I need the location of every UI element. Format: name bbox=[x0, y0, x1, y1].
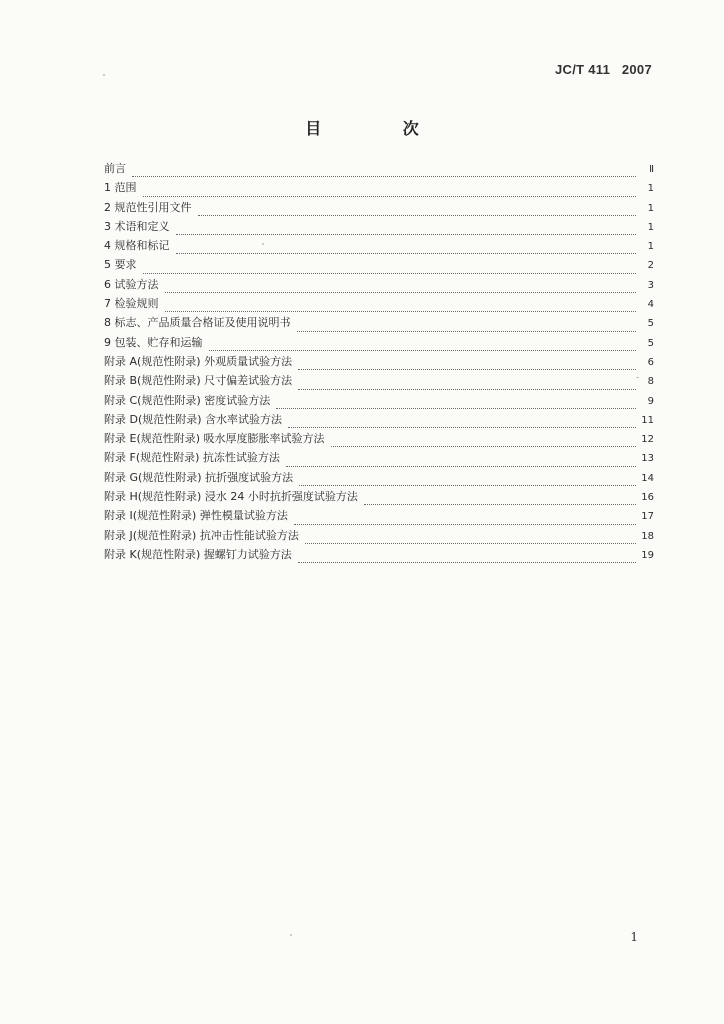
table-of-contents bbox=[104, 160, 654, 565]
toc-entry bbox=[104, 256, 654, 275]
toc-entry-label: 8 标志、产品质量合格证及使用说明书 bbox=[104, 316, 291, 330]
toc-entry-page: 5 bbox=[647, 337, 654, 349]
toc-dot-leader bbox=[299, 484, 636, 486]
toc-dot-leader bbox=[298, 388, 636, 390]
page-number: 1 bbox=[630, 930, 638, 944]
toc-dot-leader bbox=[276, 407, 636, 409]
toc-dot-leader bbox=[165, 310, 637, 312]
toc-entry-page: 1 bbox=[647, 202, 654, 214]
toc-entry-label: 附录 B(规范性附录) 尺寸偏差试验方法 bbox=[104, 374, 293, 388]
toc-entry-page: 2 bbox=[647, 260, 654, 272]
toc-entry-label: 附录 F(规范性附录) 抗冻性试验方法 bbox=[104, 451, 280, 465]
toc-entry-label: 附录 E(规范性附录) 吸水厚度膨胀率试验方法 bbox=[104, 432, 325, 446]
toc-entry bbox=[104, 218, 654, 237]
toc-entry bbox=[104, 527, 654, 546]
toc-entry-page: 17 bbox=[641, 511, 654, 523]
toc-entry-page: 5 bbox=[647, 318, 654, 330]
scan-speck bbox=[636, 377, 639, 378]
toc-dot-leader bbox=[143, 195, 637, 197]
toc-entry-page: 8 bbox=[647, 376, 654, 388]
toc-dot-leader bbox=[294, 523, 636, 525]
toc-entry-page: 3 bbox=[647, 279, 654, 291]
toc-entry-label: 3 术语和定义 bbox=[104, 219, 170, 233]
toc-dot-leader bbox=[288, 426, 636, 428]
toc-entry-label: 7 检验规则 bbox=[104, 297, 159, 311]
toc-entry-page: Ⅱ bbox=[649, 164, 654, 175]
scan-speck bbox=[103, 74, 105, 76]
toc-entry-label: 附录 J(规范性附录) 抗冲击性能试验方法 bbox=[104, 528, 299, 542]
toc-dot-leader bbox=[198, 214, 637, 216]
toc-entry-page: 13 bbox=[641, 453, 654, 465]
toc-dot-leader bbox=[305, 542, 636, 544]
toc-entry bbox=[104, 507, 654, 526]
toc-dot-leader bbox=[176, 233, 637, 235]
toc-entry bbox=[104, 295, 654, 314]
toc-entry bbox=[104, 469, 654, 488]
toc-entry bbox=[104, 160, 654, 179]
toc-dot-leader bbox=[364, 503, 636, 505]
toc-entry-label: 附录 G(规范性附录) 抗折强度试验方法 bbox=[104, 470, 294, 484]
toc-entry-label: 附录 K(规范性附录) 握螺钉力试验方法 bbox=[104, 547, 292, 561]
toc-entry bbox=[104, 276, 654, 295]
toc-dot-leader bbox=[143, 272, 637, 274]
toc-dot-leader bbox=[132, 175, 636, 177]
toc-entry bbox=[104, 353, 654, 372]
toc-dot-leader bbox=[331, 445, 636, 447]
toc-entry bbox=[104, 334, 654, 353]
toc-dot-leader bbox=[209, 349, 637, 351]
toc-entry-label: 5 要求 bbox=[104, 258, 137, 272]
toc-entry-label: 2 规范性引用文件 bbox=[104, 200, 192, 214]
toc-dot-leader bbox=[298, 368, 636, 370]
toc-entry-page: 19 bbox=[641, 549, 654, 561]
toc-entry-label: 附录 A(规范性附录) 外观质量试验方法 bbox=[104, 354, 293, 368]
toc-entry bbox=[104, 411, 654, 430]
toc-entry-page: 11 bbox=[641, 414, 654, 426]
toc-entry-label: 附录 I(规范性附录) 弹性模量试验方法 bbox=[104, 509, 288, 523]
toc-entry bbox=[104, 449, 654, 468]
scan-speck bbox=[262, 243, 264, 245]
toc-entry bbox=[104, 314, 654, 333]
toc-entry-page: 12 bbox=[641, 434, 654, 446]
toc-entry bbox=[104, 372, 654, 391]
toc-entry-label: 9 包装、贮存和运输 bbox=[104, 335, 203, 349]
toc-entry-page: 18 bbox=[641, 530, 654, 542]
toc-entry bbox=[104, 237, 654, 256]
toc-entry-label: 1 范围 bbox=[104, 181, 137, 195]
toc-entry-label: 6 试验方法 bbox=[104, 277, 159, 291]
toc-entry-label: 4 规格和标记 bbox=[104, 239, 170, 253]
toc-dot-leader bbox=[176, 252, 637, 254]
toc-entry-page: 1 bbox=[647, 221, 654, 233]
toc-entry-label: 附录 C(规范性附录) 密度试验方法 bbox=[104, 393, 271, 407]
page-title: 目 次 bbox=[305, 119, 457, 138]
toc-entry bbox=[104, 488, 654, 507]
toc-entry-page: 6 bbox=[647, 356, 654, 368]
toc-entry-label: 前言 bbox=[104, 162, 126, 175]
toc-entry-page: 14 bbox=[641, 472, 654, 484]
toc-entry bbox=[104, 392, 654, 411]
toc-dot-leader bbox=[286, 465, 636, 467]
toc-entry-page: 1 bbox=[647, 241, 654, 253]
toc-dot-leader bbox=[165, 291, 637, 293]
toc-entry bbox=[104, 199, 654, 218]
scan-speck bbox=[290, 934, 292, 936]
toc-entry bbox=[104, 179, 654, 198]
toc-entry-page: 1 bbox=[647, 183, 654, 195]
toc-entry-page: 4 bbox=[647, 299, 654, 311]
toc-dot-leader bbox=[298, 561, 636, 563]
toc-entry-page: 16 bbox=[641, 492, 654, 504]
toc-entry-label: 附录 H(规范性附录) 浸水 24 小时抗折强度试验方法 bbox=[104, 490, 358, 504]
toc-entry bbox=[104, 430, 654, 449]
toc-entry bbox=[104, 546, 654, 565]
toc-dot-leader bbox=[297, 330, 637, 332]
toc-entry-label: 附录 D(规范性附录) 含水率试验方法 bbox=[104, 412, 283, 426]
standard-code: JC/T 411 2007 bbox=[554, 62, 652, 77]
toc-entry-page: 9 bbox=[647, 395, 654, 407]
